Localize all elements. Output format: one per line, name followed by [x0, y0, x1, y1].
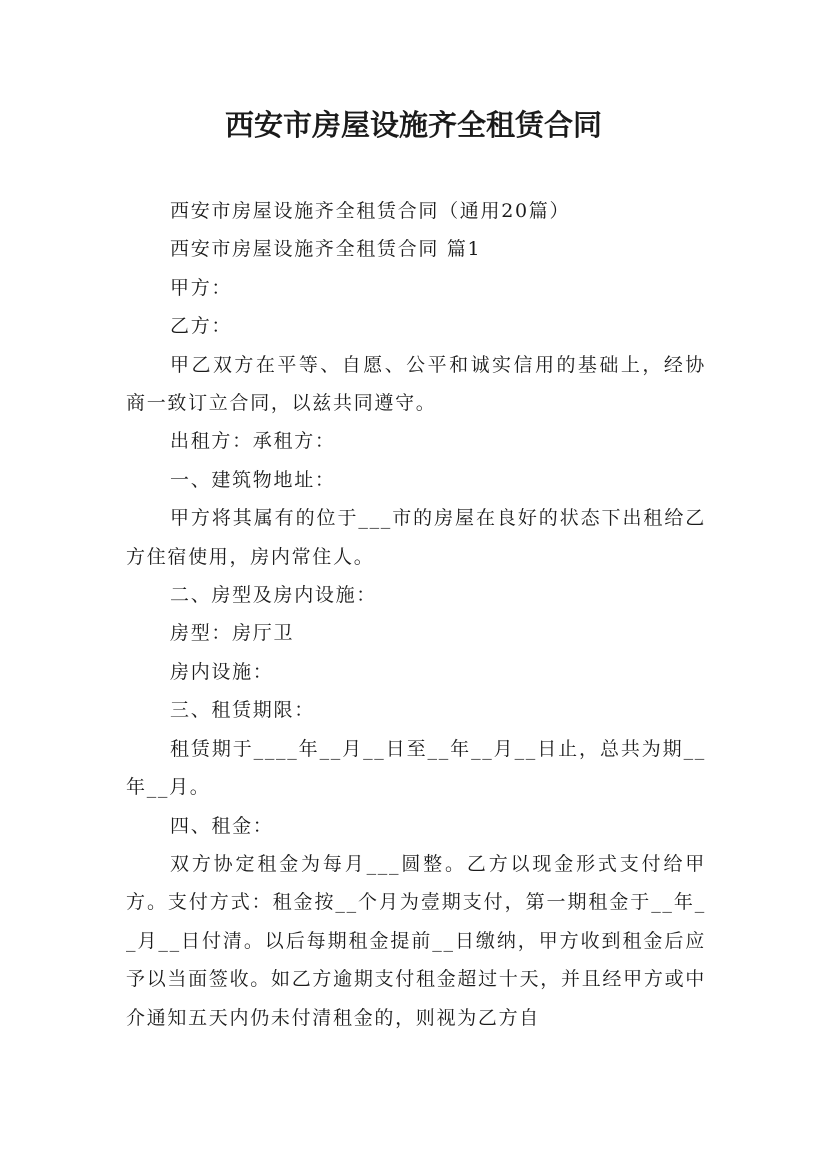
- paragraph: 甲方：: [170, 276, 233, 299]
- paragraph: 房型：房厅卫: [170, 622, 295, 645]
- paragraph: 乙方：: [170, 315, 233, 338]
- paragraph: 甲乙双方在平等、自愿、公平和诚实信用的基础上，经协商一致订立合同，以兹共同遵守。: [126, 353, 706, 415]
- document-title: 西安市房屋设施齐全租赁合同: [224, 108, 602, 142]
- paragraph: 三、租赁期限：: [170, 699, 315, 722]
- paragraph: 出租方：承租方：: [170, 430, 336, 453]
- paragraph: 房内设施：: [170, 660, 274, 683]
- document-body: [126, 192, 706, 1037]
- paragraph: 四、租金：: [170, 814, 274, 837]
- paragraph: 西安市房屋设施齐全租赁合同 篇1: [170, 238, 482, 261]
- paragraph: 双方协定租金为每月___圆整。乙方以现金形式支付给甲方。支付方式：租金按__个月为壹期支付，第一期租金于__年__月__日付清。以后每期租金提前__日缴纳，甲方收到租金后应予以当面签收。如乙方逾期支付租金超过十天，并且经甲方或中介通知五天内仍未付清租金的，则视为乙方自: [126, 852, 706, 1029]
- paragraph: 甲方将其属有的位于___市的房屋在良好的状态下出租给乙方住宿使用，房内常住人。: [126, 507, 706, 568]
- paragraph: 西安市房屋设施齐全租赁合同（通用20篇）: [170, 200, 571, 222]
- paragraph: 一、建筑物地址：: [170, 468, 336, 491]
- paragraph: 二、房型及房内设施：: [170, 584, 378, 607]
- paragraph: 租赁期于____年__月__日至__年__月__日止，总共为期__年__月。: [126, 737, 706, 799]
